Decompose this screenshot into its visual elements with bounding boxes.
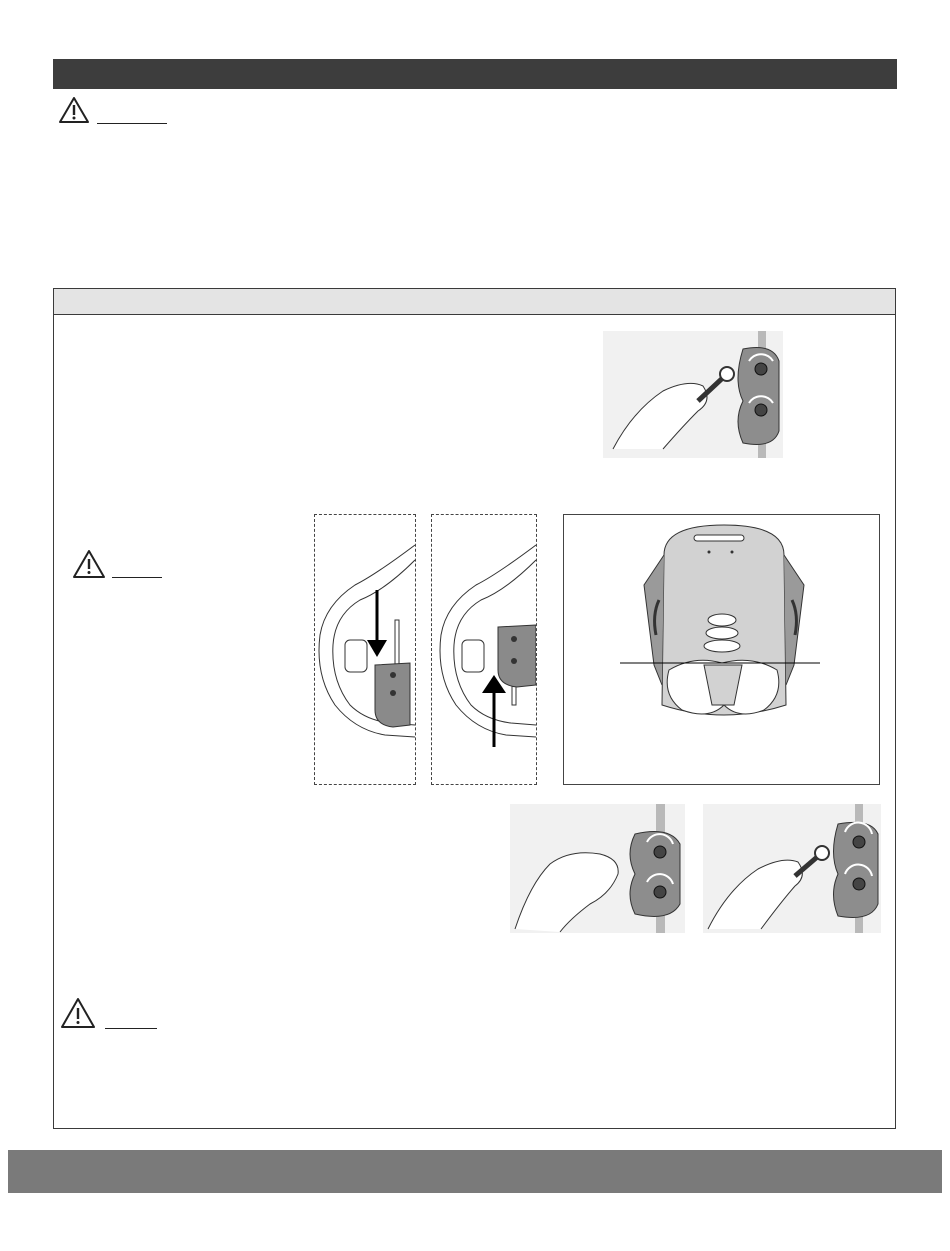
finger-tighten-figure: [510, 804, 685, 933]
wrench-hand-icon: [603, 331, 783, 458]
wrench-hand-icon: [703, 804, 881, 933]
warning-icon-bottom: [60, 997, 96, 1029]
hand-knob-illustration-icon: [510, 804, 685, 933]
warning-icon-middle: [72, 549, 106, 579]
warning-label-line-middle: [112, 577, 162, 578]
panel-heading-bar: [54, 289, 895, 315]
warning-label-line: [97, 123, 167, 124]
pelvis-alignment-figure: [563, 514, 880, 785]
backrest-spine-illustration-icon: [564, 515, 879, 784]
wrench-loosen-figure: [603, 331, 783, 458]
warning-icon: [58, 96, 90, 124]
bracket-raise-figure: [431, 514, 537, 785]
header-bar: [53, 59, 897, 89]
footer-bar: [8, 1150, 942, 1193]
bracket-lower-figure: [314, 514, 416, 785]
arrow-up-illustration-icon: [432, 515, 536, 784]
arrow-down-illustration-icon: [315, 515, 415, 784]
warning-label-line-bottom: [105, 1028, 157, 1029]
wrench-tighten-figure: [703, 804, 881, 933]
